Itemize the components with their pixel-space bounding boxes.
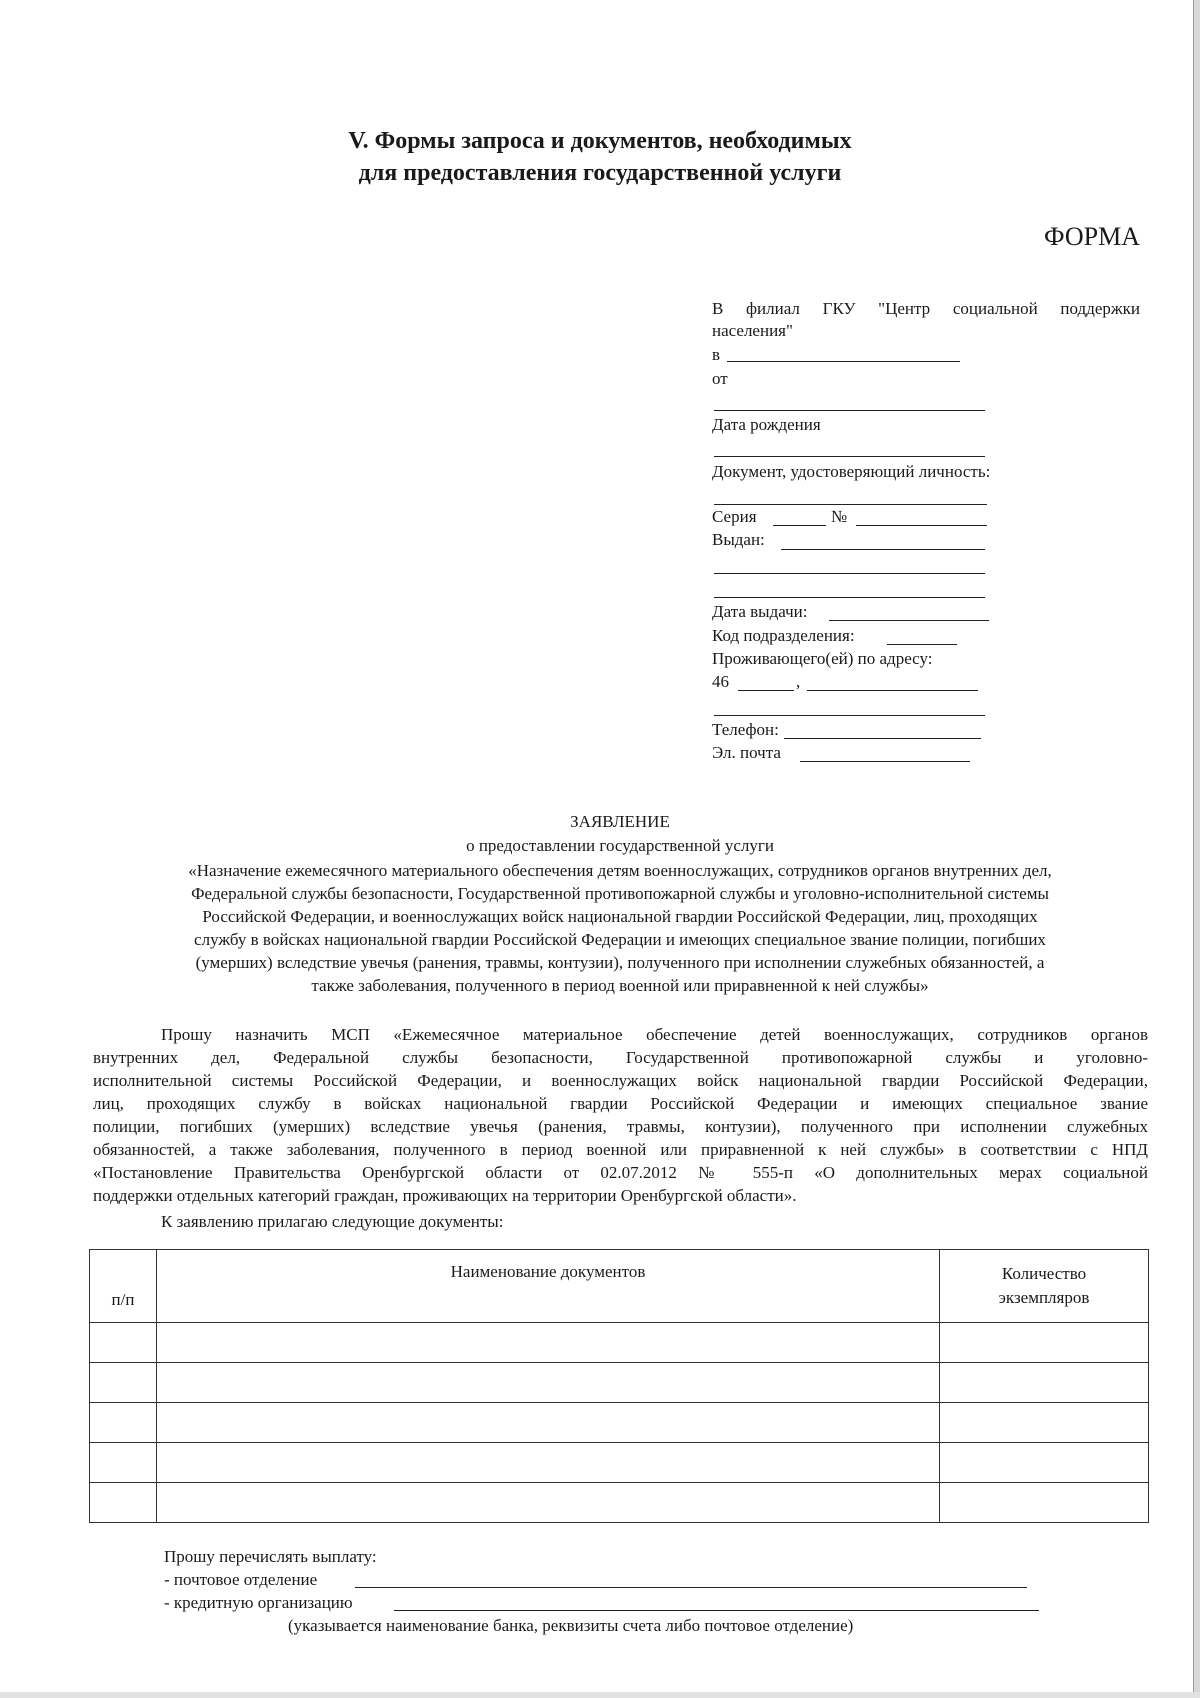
from-field-line[interactable]	[714, 410, 985, 411]
issued-by-label: Выдан:	[712, 530, 765, 549]
region-code-label: 46	[712, 672, 729, 691]
table-cell-num[interactable]	[90, 1483, 157, 1523]
issued-by-field-line1[interactable]	[781, 549, 985, 550]
table-cell-qty[interactable]	[940, 1323, 1149, 1363]
col-qty-header-line2: экземпляров	[998, 1288, 1090, 1307]
table-cell-name[interactable]	[157, 1443, 940, 1483]
number-field-line[interactable]	[856, 525, 987, 526]
credit-org-field-line[interactable]	[394, 1610, 1039, 1611]
series-label: Серия	[712, 507, 757, 526]
request-paragraph	[93, 1023, 1148, 1207]
issue-date-field-line[interactable]	[829, 620, 989, 621]
payout-intro: Прошу перечислять выплату:	[164, 1547, 377, 1566]
documents-table	[89, 1249, 1149, 1523]
phone-label: Телефон:	[712, 720, 779, 739]
series-field-line[interactable]	[773, 525, 826, 526]
table-row	[90, 1443, 1149, 1483]
issue-date-label: Дата выдачи:	[712, 602, 808, 621]
issued-by-field-line3[interactable]	[714, 597, 985, 598]
request-line: обязанностей, а также заболевания, полученного в период военной или приравненной к ней службы» в соответствии с НПД	[93, 1140, 1148, 1159]
table-header-row	[90, 1250, 1149, 1323]
payout-note: (указывается наименование банка, реквизиты счета либо почтовое отделение)	[288, 1616, 854, 1635]
table-row	[90, 1323, 1149, 1363]
table-cell-name[interactable]	[157, 1483, 940, 1523]
table-cell-qty[interactable]	[940, 1363, 1149, 1403]
service-line: также заболевания, полученного в период военной или приравненной к ней службы»	[311, 976, 929, 995]
request-line: внутренних дел, Федеральной службы безопасности, Государственной противопожарной службы и уголовно-	[93, 1048, 1148, 1067]
email-label: Эл. почта	[712, 743, 781, 762]
service-line: «Назначение ежемесячного материального обеспечения детям военнослужащих, сотрудников органов внутренних дел,	[188, 861, 1052, 880]
table-cell-num[interactable]	[90, 1403, 157, 1443]
request-line: исполнительной системы Российской Федерации, и военнослужащих войск национальной гвардии Российской Федерации,	[93, 1071, 1148, 1090]
residing-at-label: Проживающего(ей) по адресу:	[712, 649, 933, 668]
table-cell-num[interactable]	[90, 1323, 157, 1363]
table-cell-name[interactable]	[157, 1403, 940, 1443]
post-office-field-line[interactable]	[355, 1587, 1027, 1588]
service-line: Федеральной службы безопасности, Государственной противопожарной службы и уголовно-исполнительной системы	[191, 884, 1049, 903]
request-line: полиции, погибших (умерших) вследствие увечья (ранения, травмы, контузии), полученного при исполнении служебных	[93, 1117, 1148, 1136]
id-document-field-line[interactable]	[714, 504, 987, 505]
table-cell-qty[interactable]	[940, 1443, 1149, 1483]
service-line: (умерших) вследствие увечья (ранения, травмы, контузии), полученного при исполнении служебных обязанностей, а	[195, 953, 1045, 972]
forma-label: ФОРМА	[1044, 222, 1140, 251]
col-qty-header	[940, 1250, 1149, 1323]
birth-date-label: Дата рождения	[712, 415, 821, 434]
table-cell-num[interactable]	[90, 1443, 157, 1483]
division-code-label: Код подразделения:	[712, 626, 855, 645]
in-label: в	[712, 345, 721, 364]
phone-field-line[interactable]	[784, 738, 981, 739]
request-line: поддержки отдельных категорий граждан, проживающих на территории Оренбургской области».	[93, 1186, 797, 1205]
number-sign-label: №	[831, 507, 848, 526]
issued-by-field-line2[interactable]	[714, 573, 985, 574]
statement-heading: ЗАЯВЛЕНИЕ	[570, 812, 670, 831]
request-line: «Постановление Правительства Оренбургской области от 02.07.2012 № 555-п «О дополнительных мерах социальной	[93, 1163, 1148, 1182]
col-name-header: Наименование документов	[157, 1250, 940, 1323]
credit-org-label: - кредитную организацию	[164, 1593, 353, 1612]
col-num-header: п/п	[90, 1250, 157, 1323]
statement-subheading: о предоставлении государственной услуги	[466, 836, 774, 855]
address-comma: ,	[796, 672, 801, 691]
service-line: службу в войсках национальной гвардии Российской Федерации и имеющих специальное звание полиции, погибших	[194, 930, 1046, 949]
table-cell-name[interactable]	[157, 1323, 940, 1363]
post-office-label: - почтовое отделение	[164, 1570, 318, 1589]
address-field-line1a[interactable]	[738, 690, 794, 691]
birth-date-field-line[interactable]	[714, 456, 985, 457]
request-line: лиц, проходящих службу в войсках национальной гвардии Российской Федерации и имеющих специальное звание	[93, 1094, 1148, 1113]
id-document-label: Документ, удостоверяющий личность:	[712, 462, 991, 481]
table-cell-qty[interactable]	[940, 1403, 1149, 1443]
table-row	[90, 1483, 1149, 1523]
section-title-line2: для предоставления государственной услуги	[358, 160, 842, 186]
table-cell-num[interactable]	[90, 1363, 157, 1403]
table-cell-qty[interactable]	[940, 1483, 1149, 1523]
col-qty-header-line1: Количество	[1001, 1264, 1087, 1283]
service-line: Российской Федерации, и военнослужащих войск национальной гвардии Российской Федерации, лиц, проходящих	[202, 907, 1038, 926]
email-field-line[interactable]	[800, 761, 970, 762]
address-field-line1b[interactable]	[807, 690, 978, 691]
from-label: от	[712, 369, 728, 388]
service-name	[0, 859, 1200, 997]
page-bottom-edge	[0, 1692, 1200, 1698]
section-title-line1: V. Формы запроса и документов, необходимых	[348, 128, 852, 154]
table-row	[90, 1363, 1149, 1403]
addressee-line1: В филиал ГКУ "Центр социальной поддержки	[712, 299, 1140, 318]
table-cell-name[interactable]	[157, 1363, 940, 1403]
request-line: Прошу назначить МСП «Ежемесячное материальное обеспечение детей военнослужащих, сотрудников органов	[161, 1025, 1148, 1044]
in-field-line[interactable]	[727, 361, 960, 362]
address-field-line2[interactable]	[714, 715, 985, 716]
division-code-field-line[interactable]	[887, 644, 957, 645]
attachments-intro: К заявлению прилагаю следующие документы:	[161, 1212, 504, 1231]
addressee-line2: населения"	[712, 321, 793, 340]
table-row	[90, 1403, 1149, 1443]
